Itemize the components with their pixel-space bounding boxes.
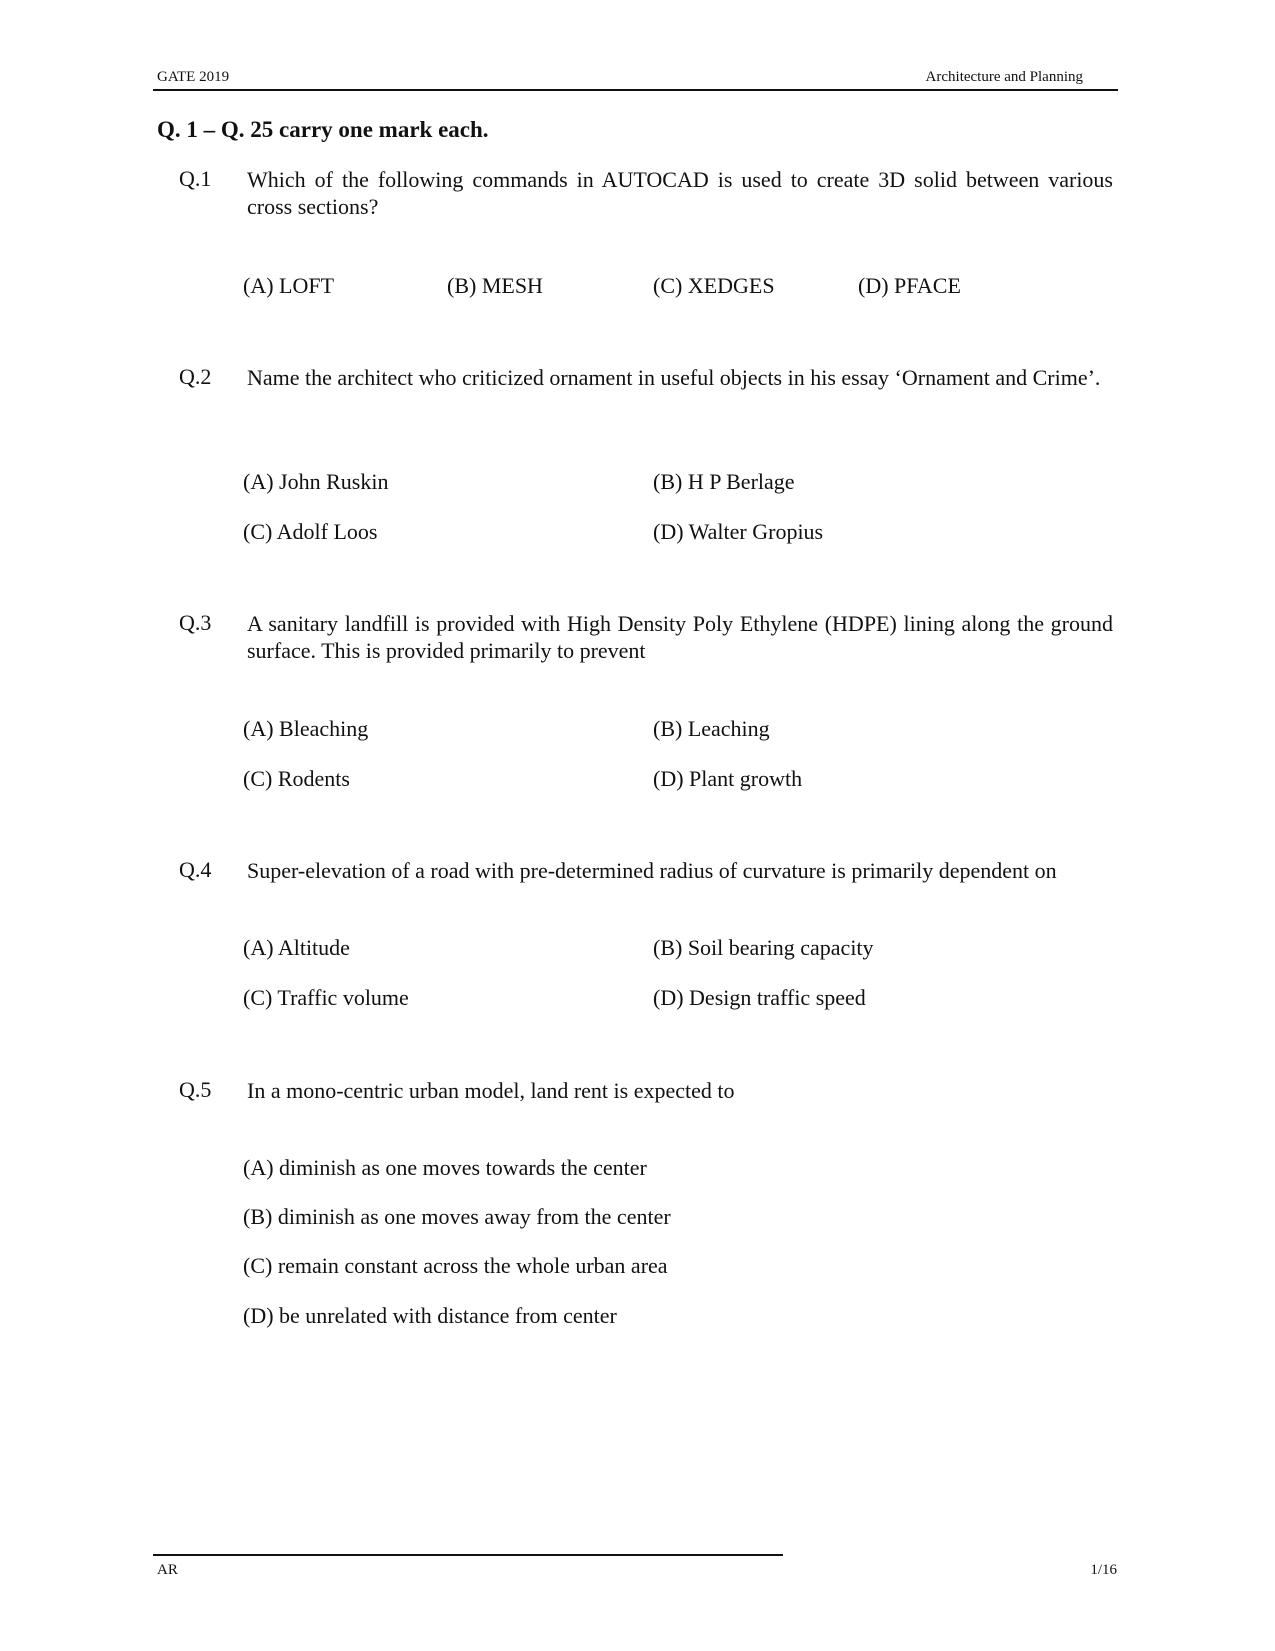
question-2-option-d: (D) Walter Gropius: [653, 519, 824, 544]
question-5-number: Q.5: [179, 1077, 212, 1102]
footer-rule: [153, 1554, 783, 1556]
page-number: 1/16: [1090, 1562, 1117, 1578]
question-5-option-b: (B) diminish as one moves away from the center: [243, 1204, 671, 1229]
question-5-text: In a mono-centric urban model, land rent is expected to: [247, 1078, 735, 1103]
question-3-number: Q.3: [179, 610, 212, 635]
question-5-option-a: (A) diminish as one moves towards the center: [243, 1155, 647, 1180]
question-1-text: Which of the following commands in AUTOCAD is used to create 3D solid between various cross sections?: [247, 167, 1113, 219]
question-3-option-d: (D) Plant growth: [653, 766, 803, 791]
page-header-right: Architecture and Planning: [925, 69, 1083, 85]
question-5-option-c: (C) remain constant across the whole urban area: [243, 1253, 668, 1278]
question-3-text: A sanitary landfill is provided with High Density Poly Ethylene (HDPE) lining along the ground surface. This is provided primarily to prevent: [247, 611, 1113, 663]
question-3-option-c: (C) Rodents: [243, 766, 350, 791]
question-4-option-b: (B) Soil bearing capacity: [653, 935, 874, 960]
question-1-option-a: (A) LOFT: [243, 273, 335, 298]
question-4-text: Super-elevation of a road with pre-determined radius of curvature is primarily dependent on: [247, 858, 1057, 883]
header-rule: [153, 89, 1118, 91]
question-2-option-c: (C) Adolf Loos: [243, 519, 378, 544]
question-4-number: Q.4: [179, 857, 212, 882]
question-3-option-a: (A) Bleaching: [243, 716, 369, 741]
question-1-number: Q.1: [179, 166, 212, 191]
question-5-option-d: (D) be unrelated with distance from center: [243, 1303, 617, 1328]
question-1-option-b: (B) MESH: [447, 273, 543, 298]
question-1-option-d: (D) PFACE: [858, 273, 961, 298]
question-2-number: Q.2: [179, 364, 212, 389]
section-heading: Q. 1 – Q. 25 carry one mark each.: [157, 117, 489, 142]
question-4-option-c: (C) Traffic volume: [243, 985, 409, 1010]
question-4-option-d: (D) Design traffic speed: [653, 985, 866, 1010]
page-footer-left: AR: [157, 1562, 178, 1578]
question-2-option-b: (B) H P Berlage: [653, 469, 795, 494]
question-2-option-a: (A) John Ruskin: [243, 469, 389, 494]
page-header-left: GATE 2019: [157, 69, 230, 85]
question-2-text: Name the architect who criticized ornament in useful objects in his essay ‘Ornament and Crime’.: [247, 365, 1101, 390]
question-1-option-c: (C) XEDGES: [653, 273, 775, 298]
question-3-option-b: (B) Leaching: [653, 716, 770, 741]
question-4-option-a: (A) Altitude: [243, 935, 350, 960]
